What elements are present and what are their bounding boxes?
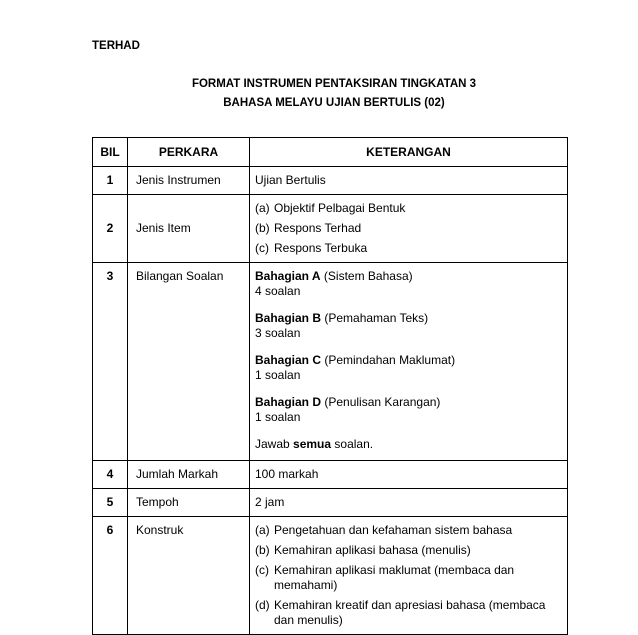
row-perkara: Jenis Instrumen	[128, 167, 250, 195]
row-keterangan	[250, 263, 568, 461]
table-row	[93, 461, 568, 489]
row-perkara: Jenis Item	[128, 195, 250, 263]
list-item: (a) Pengetahuan dan kefahaman sistem bahasa	[255, 523, 513, 537]
row-keterangan: 2 jam	[250, 489, 568, 517]
row-keterangan	[250, 195, 568, 263]
row-number: 3	[93, 263, 128, 461]
row-perkara: Bilangan Soalan	[128, 263, 250, 461]
document-title: FORMAT INSTRUMEN PENTAKSIRAN TINGKATAN 3	[191, 78, 477, 90]
row-perkara: Konstruk	[128, 517, 250, 635]
section-c: Bahagian C (Pemindahan Maklumat) 1 soalan	[255, 353, 456, 382]
document-subtitle: BAHASA MELAYU UJIAN BERTULIS (02)	[223, 97, 445, 109]
list-item: (d) Kemahiran kreatif dan apresiasi bahasa (membaca dan menulis)	[255, 598, 546, 627]
row-number: 6	[93, 517, 128, 635]
row-number: 2	[93, 195, 128, 263]
table-row	[93, 263, 568, 461]
format-table	[92, 137, 568, 635]
table-header-row	[93, 138, 568, 167]
section-b: Bahagian B (Pemahaman Teks) 3 soalan	[255, 311, 429, 340]
table-row	[93, 167, 568, 195]
list-item: (b) Kemahiran aplikasi bahasa (menulis)	[255, 543, 471, 557]
row-number: 5	[93, 489, 128, 517]
row-keterangan	[250, 517, 568, 635]
column-header-perkara: PERKARA	[128, 138, 250, 167]
table-row	[93, 489, 568, 517]
answer-instruction: Jawab semua soalan.	[255, 437, 374, 451]
row-keterangan: Ujian Bertulis	[250, 167, 568, 195]
column-header-keterangan: KETERANGAN	[250, 138, 568, 167]
table-row	[93, 195, 568, 263]
list-item: (c) Respons Terbuka	[255, 241, 368, 255]
section-d: Bahagian D (Penulisan Karangan) 1 soalan	[255, 395, 441, 424]
table-row	[93, 517, 568, 635]
list-item: (c) Kemahiran aplikasi maklumat (membaca dan memahami)	[255, 563, 515, 592]
row-perkara: Tempoh	[128, 489, 250, 517]
row-number: 1	[93, 167, 128, 195]
row-number: 4	[93, 461, 128, 489]
classification-label: TERHAD	[92, 40, 140, 52]
row-perkara: Jumlah Markah	[128, 461, 250, 489]
column-header-bil: BIL	[93, 138, 128, 167]
list-item: (a) Objektif Pelbagai Bentuk	[255, 201, 406, 215]
row-keterangan: 100 markah	[250, 461, 568, 489]
section-a: Bahagian A (Sistem Bahasa) 4 soalan	[255, 269, 413, 298]
list-item: (b) Respons Terhad	[255, 221, 362, 235]
